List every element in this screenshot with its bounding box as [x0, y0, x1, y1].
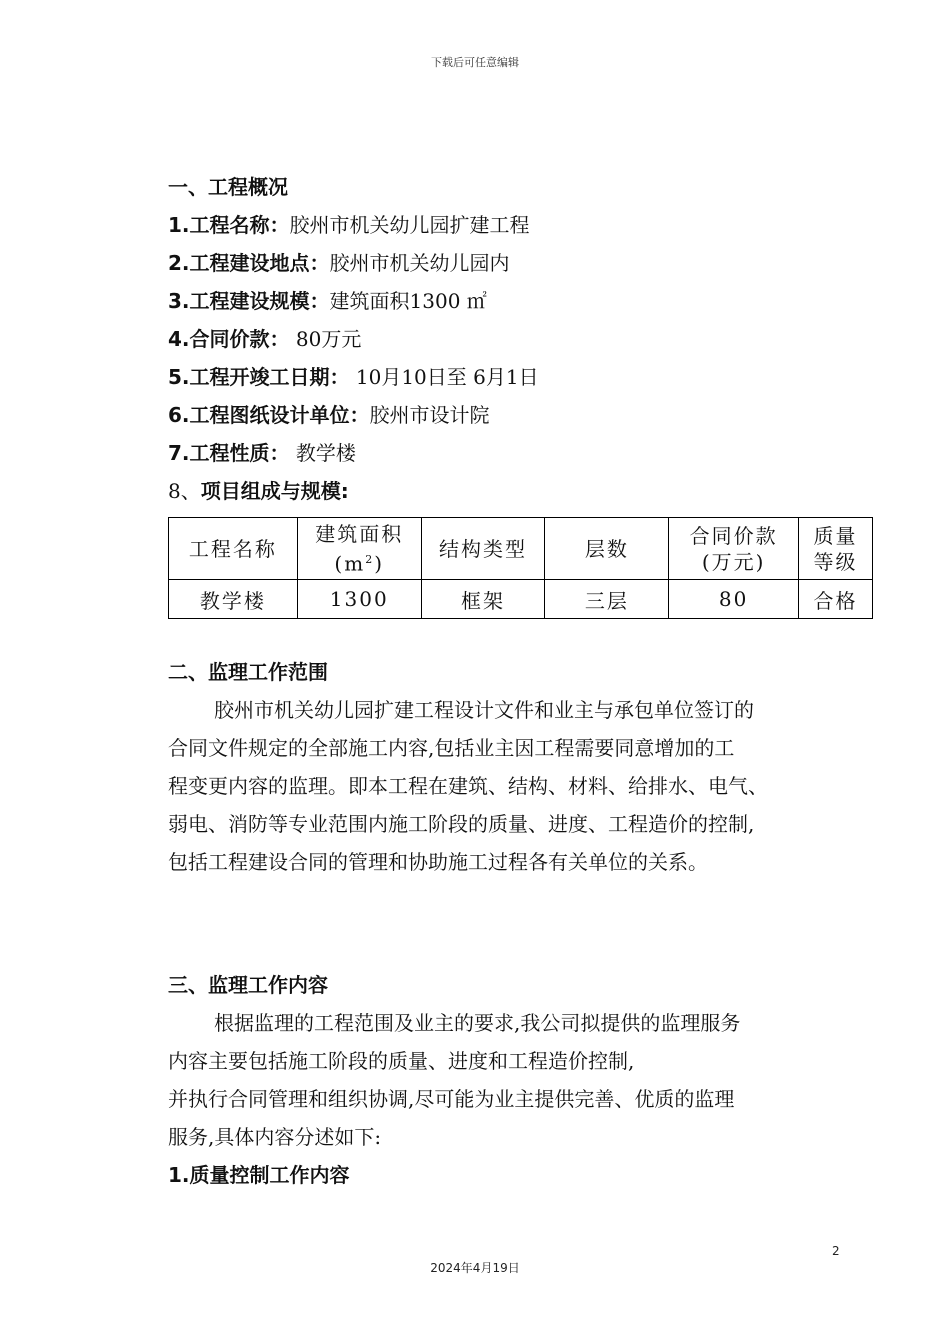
section3-title: 三、监理工作内容	[168, 973, 328, 997]
header-price-line1: 合同价款	[689, 523, 778, 548]
item-label: 6.工程图纸设计单位：	[168, 403, 370, 427]
paragraph-line: 合同文件规定的全部施工内容,包括业主因工程需要同意增加的工	[168, 736, 735, 760]
item-label: 4.合同价款：	[168, 327, 290, 351]
cell-area: 1300	[297, 580, 421, 619]
paragraph-line: 包括工程建设合同的管理和协助施工过程各有关单位的关系。	[168, 850, 708, 874]
overview-item-composition	[168, 472, 873, 510]
section2-paragraph	[168, 691, 873, 881]
table-header-row	[169, 518, 873, 580]
item-value: 胶州市机关幼儿园内	[329, 251, 510, 275]
header-price	[669, 518, 799, 580]
overview-item-price	[168, 320, 873, 358]
item-label: 3.工程建设规模：	[168, 289, 330, 313]
header-note: 下载后可任意编辑	[431, 56, 519, 69]
item-value: 胶州市设计院	[369, 403, 490, 427]
item-value: 80万元	[289, 327, 362, 351]
section2-title: 二、监理工作范围	[168, 660, 328, 684]
cell-price: 80	[669, 580, 799, 619]
overview-item-nature	[168, 434, 873, 472]
section3-paragraph	[168, 1004, 873, 1156]
item-value: 胶州市机关幼儿园扩建工程	[289, 213, 530, 237]
paragraph-line: 并执行合同管理和组织协调,尽可能为业主提供完善、优质的监理	[168, 1087, 735, 1111]
item-label: 5.工程开竣工日期：	[168, 365, 350, 389]
header-quality-line1: 质量	[813, 523, 858, 548]
cell-structure: 框架	[421, 580, 545, 619]
header-area-line1: 建筑面积	[315, 521, 404, 546]
item-label: 2.工程建设地点：	[168, 251, 330, 275]
header-floors: 层数	[545, 518, 669, 580]
header-name: 工程名称	[169, 518, 298, 580]
paragraph-line: 根据监理的工程范围及业主的要求,我公司拟提供的监理服务	[214, 1011, 741, 1035]
item-value: 建筑面积1300 ㎡	[329, 289, 487, 313]
paragraph-line: 内容主要包括施工阶段的质量、进度和工程造价控制,	[168, 1049, 635, 1073]
item-label: 7.工程性质：	[168, 441, 290, 465]
paragraph-line: 程变更内容的监理。即本工程在建筑、结构、材料、给排水、电气、	[168, 774, 768, 798]
header-structure: 结构类型	[421, 518, 545, 580]
overview-item-location	[168, 244, 873, 282]
paragraph-line: 弱电、消防等专业范围内施工阶段的质量、进度、工程造价的控制,	[168, 812, 755, 836]
paragraph-line: 胶州市机关幼儿园扩建工程设计文件和业主与承包单位签订的	[214, 698, 754, 722]
table-row	[169, 580, 873, 619]
item-prefix: 8、	[168, 479, 201, 503]
header-area	[297, 518, 421, 580]
overview-item-name	[168, 206, 873, 244]
project-table	[168, 517, 873, 619]
section1-title: 一、工程概况	[168, 175, 288, 199]
header-quality	[799, 518, 873, 580]
cell-floors: 三层	[545, 580, 669, 619]
section3-subtitle: 1.质量控制工作内容	[168, 1163, 350, 1187]
paragraph-line: 服务,具体内容分述如下:	[168, 1125, 382, 1149]
document-body	[168, 168, 873, 1194]
item-value: 教学楼	[289, 441, 356, 465]
footer-date: 2024年4月19日	[430, 1261, 520, 1275]
overview-item-dates	[168, 358, 873, 396]
cell-name: 教学楼	[169, 580, 298, 619]
header-price-line2: (万元)	[701, 549, 766, 574]
cell-quality: 合格	[799, 580, 873, 619]
header-quality-line2: 等级	[813, 549, 858, 574]
overview-item-designer	[168, 396, 873, 434]
item-label: 1.工程名称：	[168, 213, 290, 237]
item-value: 10月10日至 6月1日	[349, 365, 539, 389]
page-number: 2	[832, 1244, 840, 1258]
overview-item-scale	[168, 282, 873, 320]
item-label: 项目组成与规模:	[200, 479, 349, 503]
header-area-unit: $(m^2)$	[334, 551, 385, 576]
